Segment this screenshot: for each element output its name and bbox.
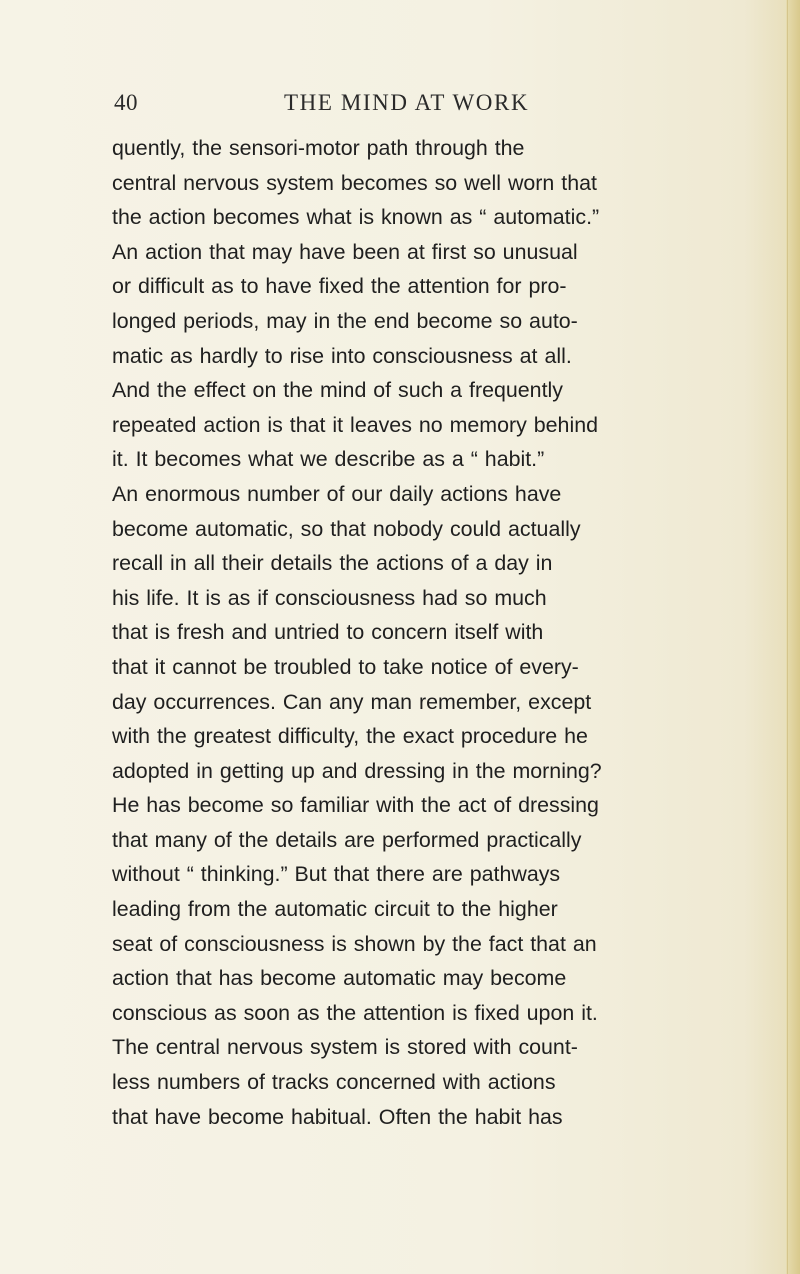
text-line: adopted in getting up and dressing in the morning? [112,758,602,783]
body-text [112,131,792,1134]
running-head [0,90,800,120]
text-line: that many of the details are performed practically [112,827,582,852]
text-line: that it cannot be troubled to take notice of every- [112,654,579,679]
running-head-title: THE MIND AT WORK [284,90,530,115]
text-line: or difficult as to have fixed the attention for pro- [112,274,567,299]
page-number: 40 [114,90,138,115]
text-line: seat of consciousness is shown by the fact that an [112,931,597,956]
text-line: without “ thinking.” But that there are pathways [112,862,561,887]
text-line: action that has become automatic may become [112,966,567,991]
text-line: with the greatest difficulty, the exact procedure he [112,724,588,749]
text-line: that is fresh and untried to concern itself with [112,620,544,645]
text-line: An action that may have been at first so unusual [112,239,578,264]
text-line: become automatic, so that nobody could actually [112,516,581,541]
text-line: that have become habitual. Often the habit has [112,1104,563,1129]
text-line: central nervous system becomes so well worn that [112,170,597,195]
text-line: longed periods, may in the end become so auto- [112,308,578,333]
text-line: An enormous number of our daily actions have [112,481,562,506]
text-line: it. It becomes what we describe as a “ habit.” [112,447,545,472]
text-line: The central nervous system is stored with count- [112,1035,578,1060]
text-line: less numbers of tracks concerned with actions [112,1070,556,1095]
text-line: And the effect on the mind of such a frequently [112,378,563,403]
text-line: his life. It is as if consciousness had so much [112,585,547,610]
text-line: the action becomes what is known as “ automatic.” [112,205,600,230]
text-line: leading from the automatic circuit to the higher [112,897,558,922]
text-line: He has become so familiar with the act of dressing [112,793,599,818]
text-line: quently, the sensori-motor path through the [112,136,525,160]
text-line: day occurrences. Can any man remember, except [112,689,592,714]
text-line: conscious as soon as the attention is fixed upon it. [112,1000,598,1025]
text-line: matic as hardly to rise into consciousness at all. [112,343,572,368]
text-line: recall in all their details the actions of a day in [112,551,553,576]
text-line: repeated action is that it leaves no memory behind [112,412,598,437]
